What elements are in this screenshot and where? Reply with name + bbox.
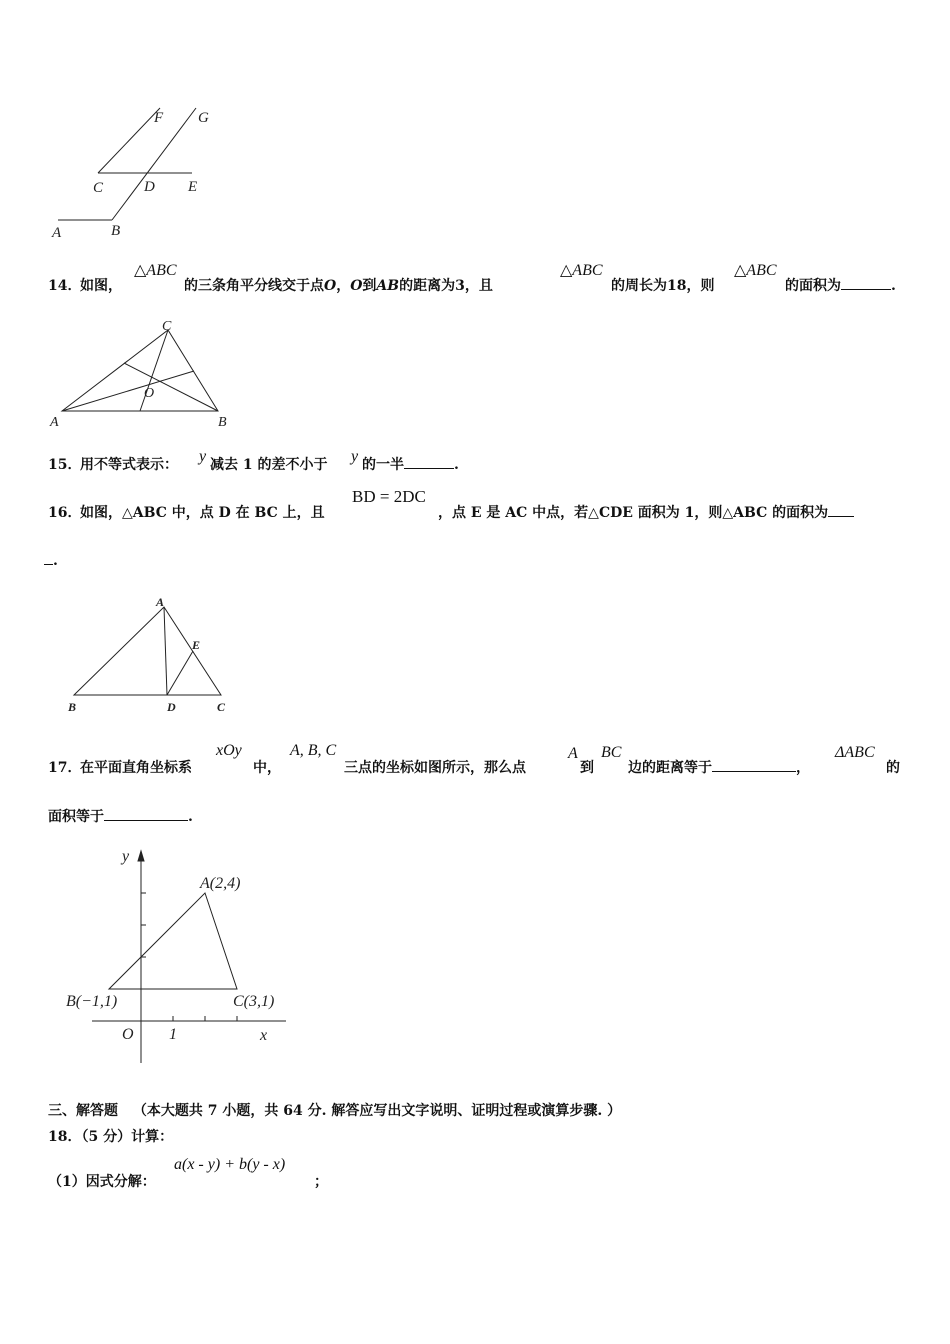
section-3-heading: 三、解答题 （本大题共 7 小题，共 64 分. 解答应写出文字说明、证明过程或演算步骤. ） <box>48 1103 622 1119</box>
q14-triangle-3: △ABC <box>734 262 777 279</box>
label-a: A <box>52 225 62 241</box>
q16-answer-blank-cont <box>44 552 53 565</box>
label-b: B <box>68 700 77 714</box>
q17-text: 三点的坐标如图所示，那么点 <box>344 760 526 776</box>
q14-triangle-1: △ABC <box>134 262 177 279</box>
label-f: F <box>154 110 164 126</box>
q16-text: ，点 E 是 AC 中点，若△CDE 面积为 1，则△ABC 的面积为 <box>438 502 854 522</box>
figure-16-triangle <box>60 592 245 720</box>
q17-side-bc: BC <box>601 744 622 761</box>
figure-14-angle-bisectors <box>40 315 240 433</box>
label-d: D <box>144 179 155 195</box>
label-origin: O <box>122 1026 134 1043</box>
line-cf <box>98 108 160 173</box>
y-axis-arrow <box>138 851 144 861</box>
question-17 <box>48 742 908 776</box>
bisector-a <box>62 371 194 411</box>
q14-text: 的面积为 . <box>785 278 896 294</box>
q18-text: （5 分）计算： <box>81 1129 174 1145</box>
label-d: D <box>167 700 176 714</box>
label-a: A <box>156 595 165 609</box>
label-c: C(3,1) <box>233 993 275 1010</box>
question-18-part-1 <box>48 1156 378 1190</box>
q17-text: 在平面直角坐标系 <box>80 760 192 776</box>
segment-ad <box>164 607 167 695</box>
q15-answer-blank <box>404 456 454 469</box>
q17-answer-blank-2 <box>104 808 188 821</box>
bisector-b <box>124 363 218 411</box>
q15-text: 减去 1 的差不小于 <box>210 457 328 473</box>
q16-text: 如图，△ABC 中，点 D 在 BC 上，且 <box>80 505 325 521</box>
q17-text: 到 <box>580 760 594 776</box>
label-c: C <box>217 700 226 714</box>
q18-number: 18． <box>48 1129 82 1145</box>
label-x: x <box>260 1027 268 1044</box>
figure-13-parallel-lines <box>40 100 240 245</box>
label-g: G <box>198 110 209 126</box>
label-b: B <box>218 415 227 430</box>
question-16 <box>48 487 908 521</box>
q18-semicolon: ； <box>314 1174 328 1190</box>
label-e: E <box>188 179 198 195</box>
q17-xoy: xOy <box>216 742 242 759</box>
label-c: C <box>162 319 172 334</box>
q17-triangle: ΔABC <box>835 744 875 761</box>
label-a: A <box>50 415 59 430</box>
q15-y-2: y <box>351 448 359 465</box>
label-e: E <box>192 638 201 652</box>
q14-answer-blank <box>841 277 891 290</box>
label-o: O <box>144 386 155 401</box>
q15-text: 的一半 . <box>362 457 459 473</box>
q17-continuation: 面积等于 . <box>48 809 193 825</box>
q17-points: A, B, C <box>290 742 337 759</box>
segment-de <box>167 651 193 695</box>
label-b: B(−1,1) <box>66 993 118 1010</box>
q16-answer-blank <box>828 504 854 517</box>
label-y: y <box>122 848 130 865</box>
q17-number: 17． <box>48 760 82 776</box>
question-18 <box>48 1126 173 1146</box>
figure-17-coordinate-plane <box>60 843 300 1068</box>
q14-text: 如图， <box>80 278 122 294</box>
q15-number: 15． <box>48 457 82 473</box>
q14-triangle-2: △ABC <box>560 262 603 279</box>
q15-text: 用不等式表示： <box>80 457 178 473</box>
label-c: C <box>93 180 104 196</box>
q14-number: 14． <box>48 278 82 294</box>
q18-part-1-label: （1）因式分解： <box>48 1174 156 1190</box>
q16-equation: BD = 2DC <box>352 487 426 506</box>
label-one: 1 <box>169 1026 177 1043</box>
label-b: B <box>111 223 121 239</box>
q17-text: 边的距离等于 ， <box>628 760 810 776</box>
q17-point-a: A <box>568 745 578 762</box>
q17-text: 的 <box>886 760 900 776</box>
q14-text: 的三条角平分线交于点O，O到AB的距离为3，且 <box>184 278 493 294</box>
q18-expression: a(x - y) + b(y - x) <box>174 1156 286 1173</box>
triangle-abc <box>109 893 237 989</box>
q17-answer-blank-1 <box>712 759 796 772</box>
q14-text: 的周长为18，则 <box>611 278 715 294</box>
q15-y-1: y <box>199 448 207 465</box>
label-a: A(2,4) <box>200 875 241 892</box>
q16-number: 16． <box>48 505 82 521</box>
q17-text: 中， <box>253 760 281 776</box>
q16-continuation: . <box>44 552 58 569</box>
